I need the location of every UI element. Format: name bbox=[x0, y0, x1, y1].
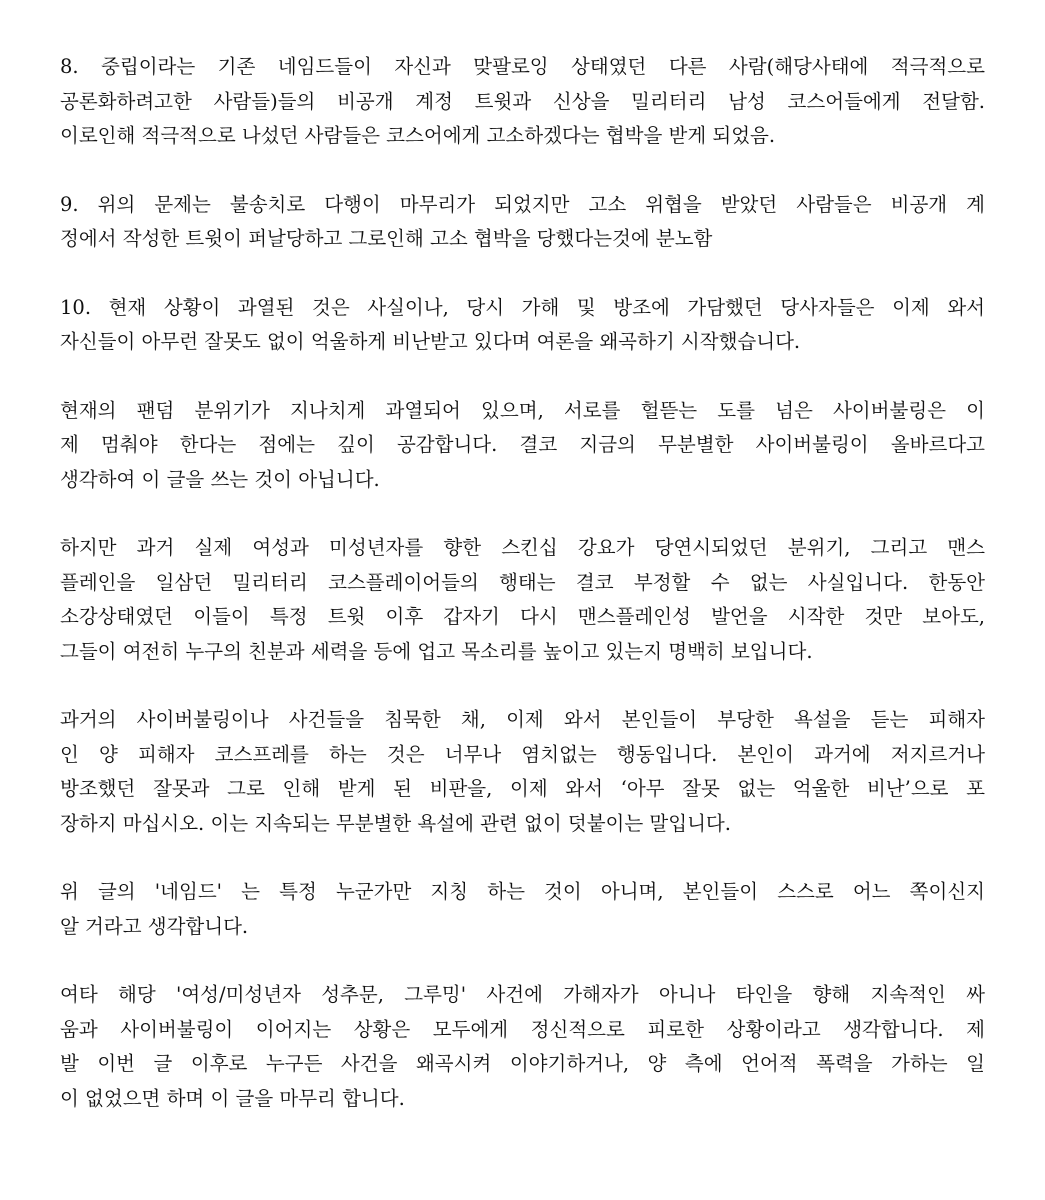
text-line: 정에서 작성한 트윗이 퍼날당하고 그로인해 고소 협박을 당했다는것에 분노함 bbox=[60, 227, 713, 250]
text-line: 움과 사이버불링이 이어지는 상황은 모두에게 정신적으로 피로한 상황이라고 생각합니다. 제 bbox=[60, 1017, 985, 1041]
paragraph-item-9 bbox=[60, 188, 985, 257]
paragraph-named-note bbox=[60, 875, 985, 944]
text-line: 하지만 과거 실제 여성과 미성년자를 향한 스킨십 강요가 당연시되었던 분위기, 그리고 맨스 bbox=[60, 536, 985, 559]
text-line: 이로인해 적극적으로 나섰던 사람들은 코스어에게 고소하겠다는 협박을 받게 되었음. bbox=[60, 124, 776, 147]
text-line: 제 멈춰야 한다는 점에는 깊이 공감합니다. 결코 지금의 무분별한 사이버불링이 올바르다고 bbox=[60, 433, 985, 456]
text-line: 인 양 피해자 코스프레를 하는 것은 너무나 염치없는 행동입니다. 본인이 과거에 저지르거나 bbox=[60, 742, 985, 766]
paragraph-closing bbox=[60, 978, 985, 1116]
text-line: 위 글의 '네임드' 는 특정 누군가만 지칭 하는 것이 아니며, 본인들이 스스로 어느 쪽이신지 bbox=[60, 880, 985, 903]
text-line: 여타 해당 '여성/미성년자 성추문, 그루밍' 사건에 가해자가 아니나 타인을 향해 지속적인 싸 bbox=[60, 983, 985, 1006]
text-line: 장하지 마십시오. 이는 지속되는 무분별한 욕설에 관련 없이 덧붙이는 말입니다. bbox=[60, 811, 731, 835]
text-line: 플레인을 일삼던 밀리터리 코스플레이어들의 행태는 결코 부정할 수 없는 사실입니다. 한동안 bbox=[60, 570, 985, 594]
text-line: 소강상태였던 이들이 특정 트윗 이후 갑자기 다시 맨스플레인성 발언을 시작한 것만 보아도, bbox=[60, 605, 985, 628]
text-line: 8. 중립이라는 기존 네임드들이 자신과 맞팔로잉 상태였던 다른 사람(해당사태에 적극적으로 bbox=[60, 55, 985, 78]
text-line: 생각하여 이 글을 쓰는 것이 아닙니다. bbox=[60, 467, 380, 491]
text-line: 9. 위의 문제는 불송치로 다행이 마무리가 되었지만 고소 위협을 받았던 사람들은 비공개 계 bbox=[60, 192, 985, 216]
text-line: 현재의 팬덤 분위기가 지나치게 과열되어 있으며, 서로를 헐뜯는 도를 넘은 사이버불링은 이 bbox=[60, 398, 985, 422]
text-line: 알 거라고 생각합니다. bbox=[60, 914, 249, 938]
text-line: 10. 현재 상황이 과열된 것은 사실이나, 당시 가해 및 방조에 가담했던 당사자들은 이제 와서 bbox=[60, 295, 985, 319]
paragraph-past-behavior bbox=[60, 531, 985, 669]
text-line: 그들이 여전히 누구의 친분과 세력을 등에 업고 목소리를 높이고 있는지 명백히 보입니다. bbox=[60, 639, 813, 663]
paragraph-fandom-atmosphere bbox=[60, 394, 985, 498]
text-line: 발 이번 글 이후로 누구든 사건을 왜곡시켜 이야기하거나, 양 측에 언어적 폭력을 가하는 일 bbox=[60, 1052, 985, 1075]
text-line: 과거의 사이버불링이나 사건들을 침묵한 채, 이제 와서 본인들이 부당한 욕설을 듣는 피해자 bbox=[60, 708, 985, 731]
text-line: 공론화하려고한 사람들)들의 비공개 계정 트윗과 신상을 밀리터리 남성 코스어들에게 전달함. bbox=[60, 89, 985, 113]
paragraph-item-10 bbox=[60, 291, 985, 360]
paragraph-victim-cosplay bbox=[60, 703, 985, 841]
text-line: 자신들이 아무런 잘못도 없이 억울하게 비난받고 있다며 여론을 왜곡하기 시작했습니다. bbox=[60, 330, 801, 353]
text-line: 방조했던 잘못과 그로 인해 받게 된 비판을, 이제 와서 ‘아무 잘못 없는 억울한 비난’으로 포 bbox=[60, 777, 985, 800]
document-body bbox=[60, 50, 985, 1150]
paragraph-item-8 bbox=[60, 50, 985, 154]
text-line: 이 없었으면 하며 이 글을 마무리 합니다. bbox=[60, 1086, 405, 1110]
